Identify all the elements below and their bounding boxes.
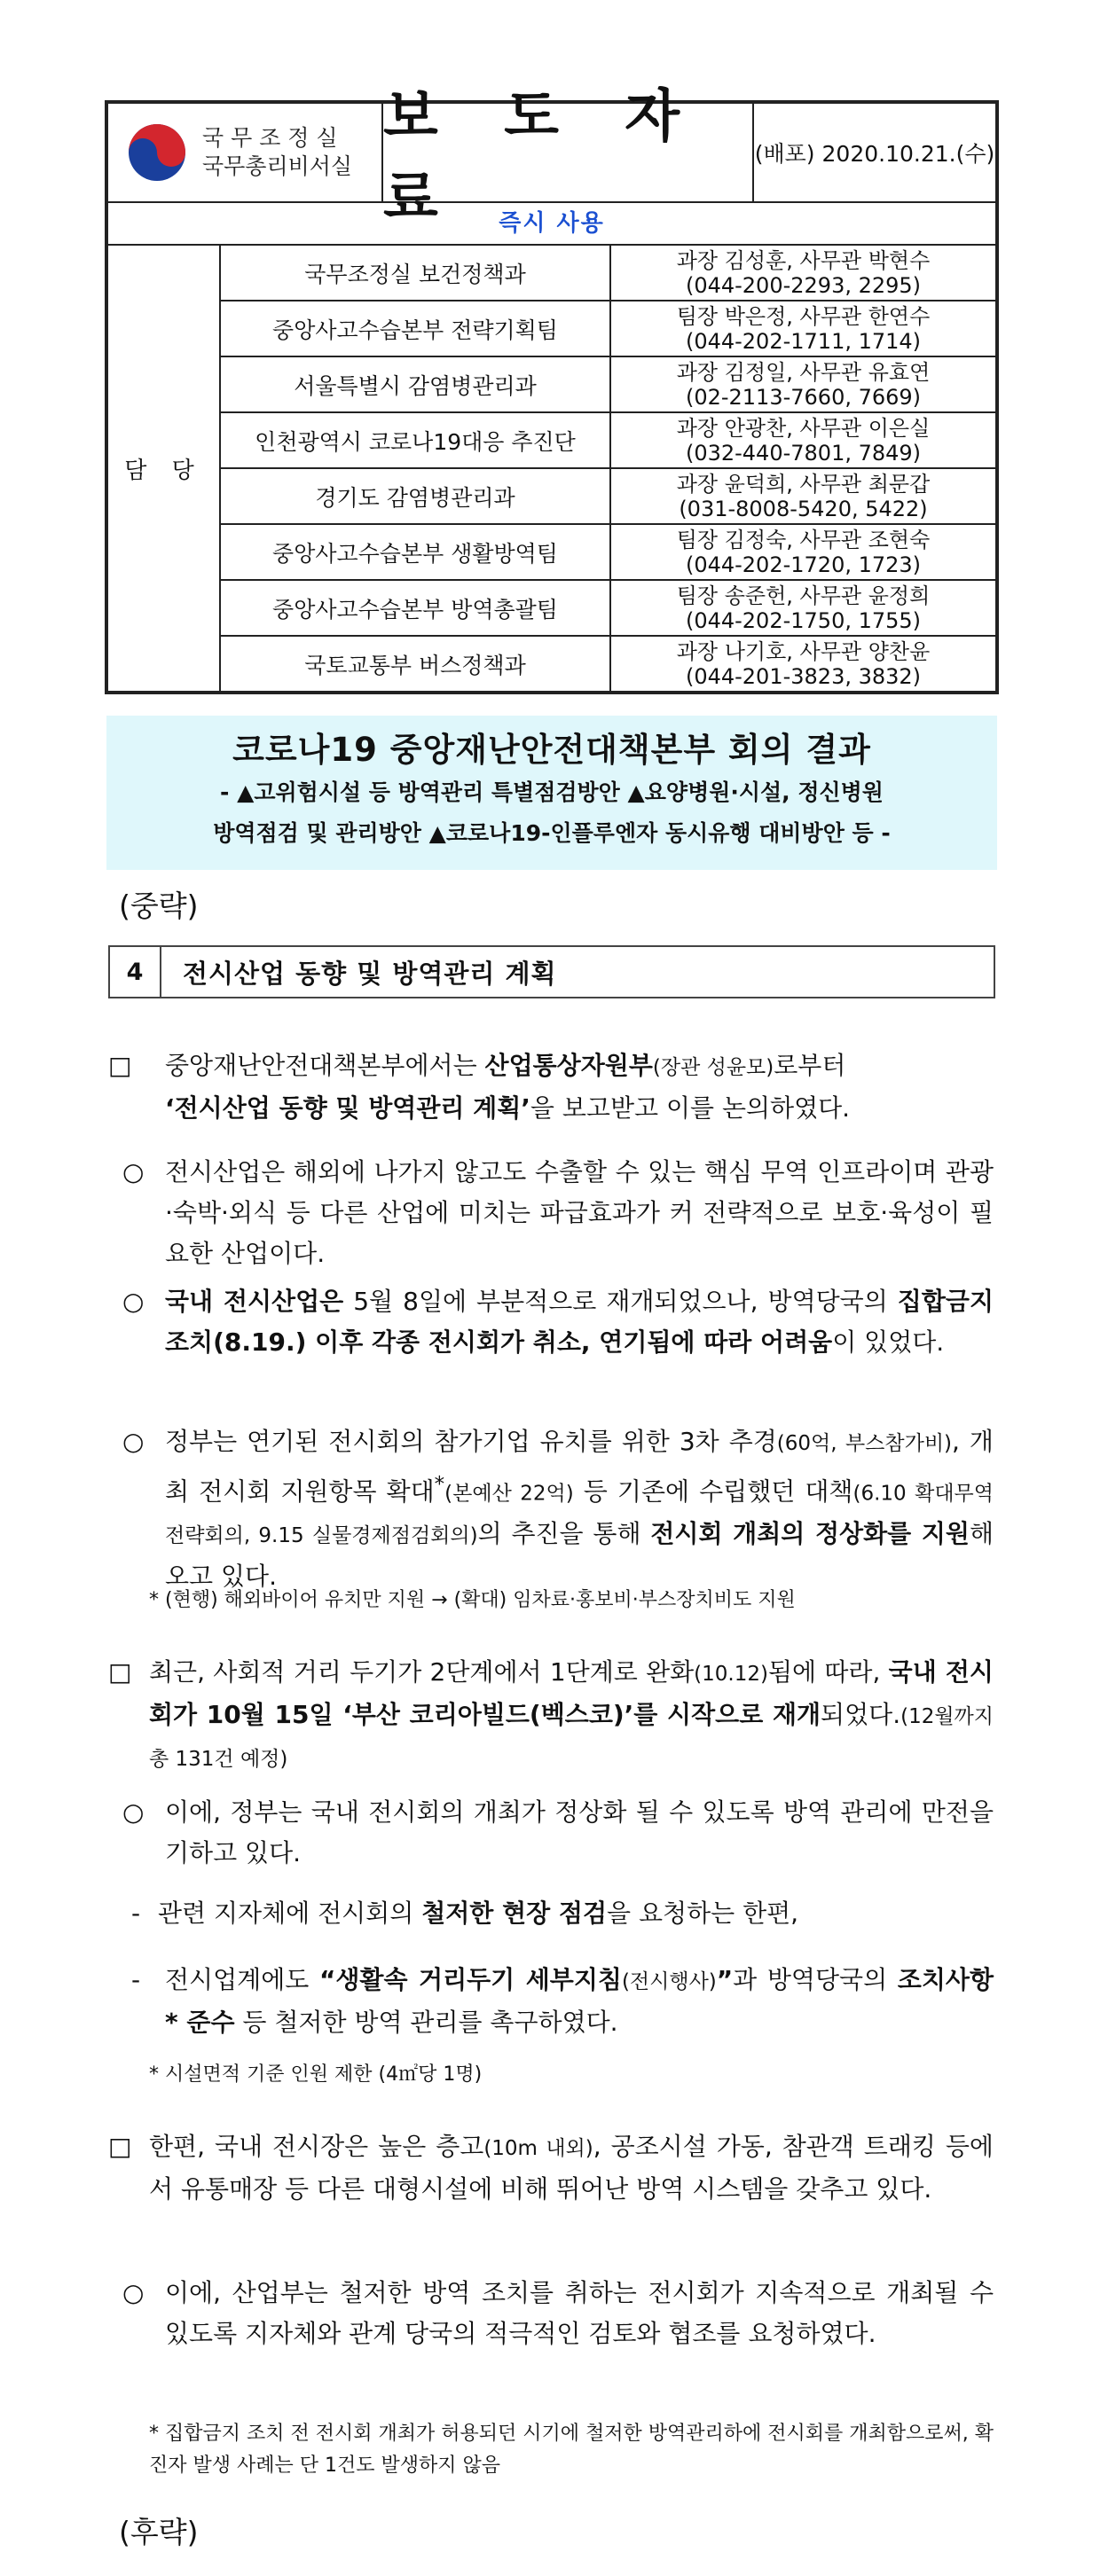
footnote-2-text: 시설면적 기준 인원 제한 (4㎡당 1명): [165, 2063, 483, 2086]
contact-phone: (031-8008-5420, 5422): [679, 496, 928, 521]
dash-bullet: -: [131, 1965, 141, 1994]
p9-text: 한편, 국내 전시장은 높은 층고: [149, 2132, 484, 2161]
contact-phone: (044-202-1711, 1714): [685, 328, 922, 354]
p7-text: 을 요청하는 한편,: [607, 1899, 799, 1928]
p4-small: (6.10 확대무역전략회의, 9.15 실물경제점검회의): [165, 1482, 994, 1548]
headline-title: 코로나19 중앙재난안전대책본부 회의 결과: [232, 731, 871, 769]
paragraph-5: [149, 1652, 994, 1780]
omitted-bottom-note: (후략): [119, 2515, 199, 2549]
contact-person: 과장 김정일, 사무관 유효연: [676, 359, 931, 385]
p4-text: 의 추진을 통해: [477, 1519, 651, 1549]
section-header: [108, 945, 995, 998]
paragraph-10: 이에, 산업부는 철저한 방역 조치를 취하는 전시회가 지속적으로 개최될 수 있도록 지자체와 관계 당국의 적극적인 검토와 협조를 요청하였다.: [165, 2278, 994, 2348]
contact-row: [221, 525, 995, 581]
p3-text: 이 있었다.: [832, 1327, 945, 1357]
contact-phone: (044-202-1720, 1723): [685, 552, 922, 577]
contact-row: [221, 246, 995, 301]
paragraph-4: [165, 1421, 994, 1597]
section-title: 전시산업 동향 및 방역관리 계획: [183, 958, 557, 989]
p8-bold-compliance: 조치사항* 준수: [165, 1965, 994, 2037]
contact-row: [221, 581, 995, 637]
footnote-star: *: [149, 1589, 159, 1611]
p3-bold-domestic: 국내 전시산업은: [165, 1287, 344, 1316]
taegeuk-emblem-icon: [126, 121, 188, 184]
p1-text: 중앙재난안전대책본부에서는: [165, 1051, 485, 1080]
footnote-1-text: (현행) 해외바이어 유치만 지원 → (확대) 임차료·홍보비·부스장치비도 지원: [165, 1589, 796, 1611]
contact-dept: 중앙사고수습본부 전략기획팀: [221, 301, 611, 356]
p8-small: (전시행사): [621, 1970, 717, 1993]
p7-bold-inspection: 철저한 현장 점검: [421, 1899, 608, 1928]
contact-dept: 서울특별시 감염병관리과: [221, 357, 611, 411]
p5-small: (12월까지 총 131건 예정): [149, 1705, 994, 1771]
contact-person: 과장 안광찬, 사무관 이은실: [676, 415, 931, 441]
p3-bold-difficulty: 집합금지 조치(8.19.) 이후 각종 전시회가 취소, 연기됨에 따라 어려움: [165, 1287, 994, 1357]
p5-text: 됨에 따라,: [767, 1657, 889, 1687]
contact-dept: 인천광역시 코로나19대응 추진단: [221, 413, 611, 467]
p9-text: , 공조시설 가동, 참관객 트래킹 등에서 유통매장 등 다른 대형시설에 비해 뛰어난 방역 시스템을 갖추고 있다.: [149, 2132, 994, 2204]
contact-row: [221, 469, 995, 525]
headline-subtitle-line1: - ▲고위험시설 등 방역관리 특별점검방안 ▲요양병원·시설, 정신병원: [220, 779, 884, 805]
contact-phone: (032-440-7801, 7849): [685, 440, 922, 466]
footnote-1: [149, 1585, 796, 1617]
contact-label: 담 당: [108, 246, 221, 691]
p8-text: 등 철저한 방역 관리를 촉구하였다.: [234, 2008, 618, 2037]
p4-text: 정부는 연기된 전시회의 참가기업 유치를 위한 3차 추경: [165, 1427, 777, 1456]
circle-bullet: ○: [122, 1157, 145, 1186]
footnote-3: [149, 2418, 994, 2482]
p5-small: (10.12): [694, 1663, 768, 1686]
paragraph-6: 이에, 정부는 국내 전시회의 개최가 정상화 될 수 있도록 방역 관리에 만전을 기하고 있다.: [165, 1797, 994, 1867]
contact-dept: 국무조정실 보건정책과: [221, 246, 611, 300]
p1-bold-ministry: 산업통상자원부: [484, 1051, 653, 1080]
contact-row: [221, 301, 995, 357]
p8-bold-guideline: “생활속 거리두기 세부지침: [318, 1965, 622, 1994]
paragraph-1: [165, 1045, 994, 1129]
p4-bold-support: 전시회 개최의 정상화를 지원: [650, 1519, 970, 1549]
contact-phone: (044-201-3823, 3832): [685, 663, 922, 689]
document-title: 보 도 자 료: [383, 104, 754, 201]
section-number: 4: [110, 947, 161, 997]
press-release-header: [105, 84, 999, 694]
government-logo-cell: [108, 104, 383, 201]
square-bullet: □: [108, 1657, 132, 1687]
circle-bullet: ○: [122, 1287, 145, 1316]
p5-text: 최근, 사회적 거리 두기가 2단계에서 1단계로 완화: [149, 1657, 695, 1687]
contact-person: 과장 윤덕희, 사무관 최문갑: [676, 471, 931, 497]
contact-phone: (02-2113-7660, 7669): [685, 384, 922, 410]
footnote-star: *: [149, 2063, 159, 2086]
contact-person: 팀장 박은정, 사무관 한연수: [676, 303, 931, 329]
headline-subtitle-line2: 방역점검 및 관리방안 ▲코로나19-인플루엔자 동시유행 대비방안 등 -: [213, 820, 891, 846]
square-bullet: □: [108, 2132, 132, 2161]
contact-dept: 경기도 감염병관리과: [221, 469, 611, 523]
p3-text: 5월 8일에 부분적으로 재개되었으나, 방역당국의: [343, 1287, 898, 1316]
circle-bullet: ○: [122, 1427, 145, 1456]
p1-text: 을 보고받고 이를 논의하였다.: [530, 1093, 851, 1123]
square-bullet: □: [108, 1051, 132, 1080]
p9-small: (10m 내외): [483, 2137, 593, 2160]
headline-box: [106, 716, 997, 870]
p4-text: 해오고 있다.: [165, 1519, 994, 1592]
p5-bold-resume: 국내 전시회가 10월 15일 ‘부산 코리아빌드(벡스코)’를 시작으로 재개: [149, 1657, 994, 1729]
contact-person: 과장 김성훈, 사무관 박현수: [676, 247, 931, 273]
contact-row: [221, 357, 995, 413]
contact-row: [221, 413, 995, 469]
p1-bold-report-title: ‘전시산업 동향 및 방역관리 계획’: [165, 1093, 530, 1123]
contact-dept: 국토교통부 버스정책과: [221, 637, 611, 691]
p4-small: (60억, 부스참가비): [776, 1432, 953, 1455]
p8-text: 전시업계에도: [165, 1965, 319, 1994]
p4-small: (본예산 22억): [444, 1482, 574, 1506]
contact-dept: 중앙사고수습본부 방역총괄팀: [221, 581, 611, 635]
paragraph-9: [149, 2126, 994, 2210]
footnote-2: [149, 2059, 482, 2091]
contacts-table: [108, 246, 995, 691]
p8-bold-quote: ”: [716, 1965, 734, 1994]
dash-bullet: -: [131, 1899, 141, 1928]
immediate-use-label: 즉시 사용: [108, 203, 995, 246]
paragraph-8: [165, 1960, 994, 2043]
contact-dept: 중앙사고수습본부 생활방역팀: [221, 525, 611, 579]
release-date: (배포) 2020.10.21.(수): [754, 141, 995, 167]
footnote-3-text: 집합금지 조치 전 전시회 개최가 허용되던 시기에 철저한 방역관리하에 전시회를 개최함으로써, 확진자 발생 사례는 단 1건도 발생하지 않음: [149, 2423, 994, 2477]
contact-phone: (044-202-1750, 1755): [685, 607, 922, 633]
p8-text: 과 방역당국의: [733, 1965, 898, 1994]
contact-row: [221, 637, 995, 691]
paragraph-2: 전시산업은 해외에 나가지 않고도 수출할 수 있는 핵심 무역 인프라이며 관광·숙박·외식 등 다른 산업에 미치는 파급효과가 커 전략적으로 보호·육성이 필요한 산업이다.: [165, 1157, 994, 1268]
paragraph-7: [158, 1893, 994, 1934]
contact-phone: (044-200-2293, 2295): [685, 272, 922, 298]
footnote-star: *: [149, 2423, 159, 2445]
contact-person: 과장 나기호, 사무관 양찬윤: [676, 638, 931, 664]
paragraph-3: [165, 1281, 994, 1363]
p1-text: 로부터: [774, 1051, 846, 1080]
circle-bullet: ○: [122, 1797, 145, 1827]
p4-text: , 개최 전시회 지원항목 확대: [165, 1427, 994, 1507]
p4-text: 등 기존에 수립했던 대책: [573, 1476, 853, 1507]
p5-text: 되었다.: [821, 1700, 901, 1729]
contact-person: 팀장 김정숙, 사무관 조현숙: [676, 527, 931, 552]
org-name-line1: 국 무 조 정 실: [202, 125, 338, 151]
p1-minister: (장관 성윤모): [652, 1056, 774, 1079]
circle-bullet: ○: [122, 2278, 145, 2307]
p7-text: 관련 지자체에 전시회의: [158, 1899, 422, 1928]
omitted-top-note: (중략): [119, 889, 199, 923]
org-name-line2: 국무총리비서실: [202, 153, 353, 179]
contact-person: 팀장 송준헌, 사무관 윤정희: [676, 583, 931, 608]
footnote-marker: *: [434, 1473, 445, 1496]
